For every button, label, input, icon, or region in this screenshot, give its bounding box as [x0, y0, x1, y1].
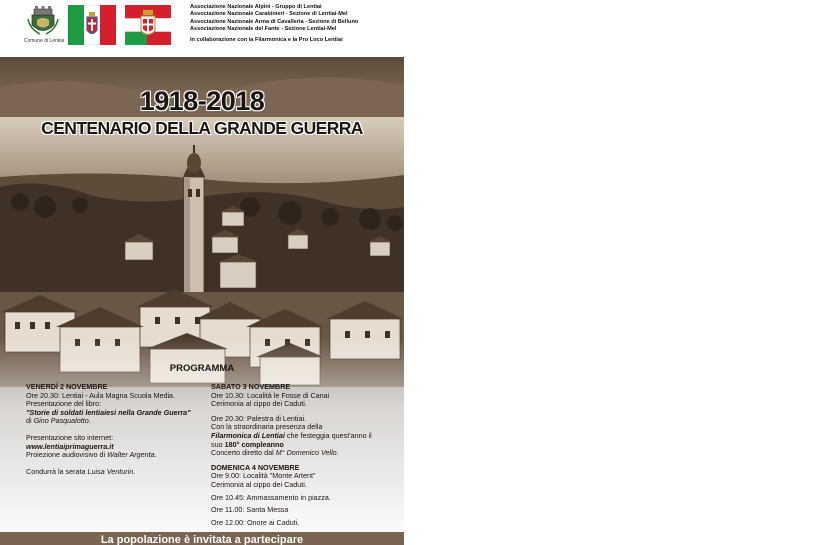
sunday-line-2: Cerimonia al cippo dei Caduti. [211, 479, 307, 489]
programma-friday-column [26, 383, 212, 476]
association-fante: Associazione Nazionale del Fante - Sezione Lentiai-Mel [190, 26, 337, 33]
book-author: Gino Pasqualotto [33, 416, 89, 426]
website-presentation-line: Presentazione sito internet: [26, 432, 114, 442]
conductor-name: M° Domenico Vello [275, 448, 337, 458]
association-list [190, 4, 404, 34]
programma-heading: PROGRAMMA [169, 363, 235, 374]
municipal-crest-icon [26, 5, 60, 37]
book-author-line [26, 417, 212, 426]
audiovisual-line [26, 451, 212, 460]
italian-flag-icon [68, 5, 116, 45]
author-prefix: di [26, 416, 34, 426]
sunday-line-1: Ore 9.00: Località "Monte Artent" [211, 471, 316, 481]
host-name: Luisa Venturin [87, 466, 134, 476]
sunday-line-4: Ore 11.00: Santa Messa [211, 505, 289, 515]
conductor-prefix: Concerto diretto dal [211, 448, 276, 458]
sunday-day-heading: DOMENICA 4 NOVEMBRE [211, 462, 300, 472]
friday-line-1: Ore 20.30: Lentiai - Aula Magna Scuola Media. [26, 390, 176, 400]
sunday-line-3: Ore 10.45: Ammassamento in piazza. [211, 492, 331, 502]
filarmonica-rest: che festeggia quest'anno il [284, 430, 372, 440]
event-main-title: CENTENARIO DELLA GRANDE GUERRA [41, 118, 363, 138]
host-line [26, 468, 212, 477]
sunday-line-5: Ore 12.00: Onore ai Caduti. [211, 517, 300, 527]
friday-day-heading: VENERDÌ 2 NOVEMBRE [26, 382, 108, 391]
host-suffix: . [133, 466, 136, 476]
conductor-suffix: . [336, 448, 339, 458]
filarmonica-name: Filarmonica di Lentiai [211, 430, 285, 440]
collaboration-note: In collaborazione con la Filarmonica e la Pro Loco Lentiai [190, 37, 343, 43]
saturday-line-4: Con la straordinaria presenza della [211, 422, 323, 432]
poster-header [0, 0, 404, 56]
saturday-line-2: Cerimonia al cippo dei Caduti. [211, 399, 307, 409]
book-title: "Storie di soldati lentiaiesi nella Grande Guerra" [26, 407, 191, 417]
saturday-day-heading: SABATO 3 NOVEMBRE [211, 382, 291, 391]
audiovisual-suffix: . [154, 450, 157, 460]
association-cavalleria: Associazione Nazionale Arma di Cavalleria - Sezione di Belluno [190, 18, 359, 25]
host-prefix: Condurrà la serata [26, 466, 88, 476]
historic-flag-icon [125, 5, 171, 45]
website-url: www.lentiaiprimaguerra.it [26, 441, 114, 451]
invitation-text: La popolazione è invitata a partecipare [100, 534, 304, 545]
event-years-title: 1918-2018 [139, 86, 265, 116]
audiovisual-author: Walter Argenta [107, 450, 155, 460]
association-carabinieri: Associazione Nazionale Carabinieri - Sezione di Lentiai-Mel [190, 11, 348, 18]
invitation-bar [0, 532, 404, 545]
saturday-line-3: Ore 20.30: Palestra di Lentiai. [211, 413, 307, 423]
saturday-line-1: Ore 10.30: Località le Fosse di Canai [211, 390, 330, 400]
audiovisual-prefix: Proiezione audiovisivo di [26, 450, 108, 460]
programma-weekend-column [211, 383, 401, 527]
author-suffix: . [88, 416, 91, 426]
event-poster [0, 0, 404, 545]
association-alpini: Associazione Nazionale Alpini - Gruppo di Lentiai [190, 4, 322, 10]
anniversary-prefix: suo [211, 439, 225, 449]
saturday-line-7 [211, 449, 401, 458]
crest-label: Comune di Lentiai [23, 38, 65, 44]
anniversary-text: 180° compleanno [224, 439, 284, 449]
friday-line-2: Presentazione del libro: [26, 399, 102, 409]
